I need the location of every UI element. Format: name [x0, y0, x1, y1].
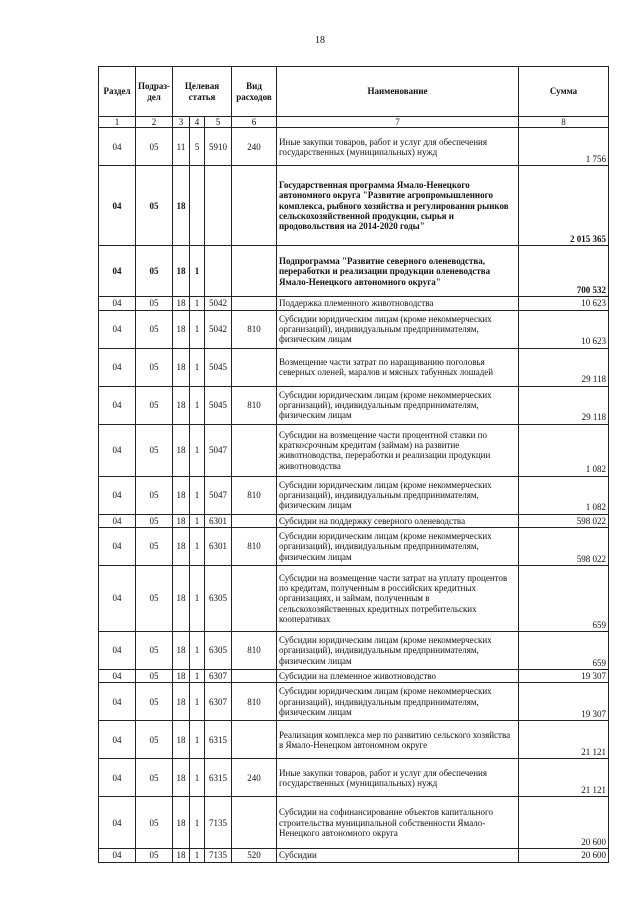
- vid-rashodov-cell: 810: [232, 528, 277, 566]
- razdel-cell: 04: [99, 759, 136, 797]
- razdel-cell: 04: [99, 348, 136, 386]
- celevaya-2-cell: [190, 166, 205, 246]
- razdel-cell: 04: [99, 566, 136, 632]
- celevaya-1-cell: 18: [173, 514, 190, 527]
- podrazdel-cell: 05: [136, 528, 173, 566]
- podrazdel-cell: 05: [136, 514, 173, 527]
- table-row: [99, 632, 609, 670]
- vid-rashodov-cell: [232, 670, 277, 683]
- celevaya-2-cell: 1: [190, 528, 205, 566]
- header-celevaya-statya: Целевая статья: [173, 67, 232, 117]
- celevaya-1-cell: 11: [173, 128, 190, 166]
- razdel-cell: 04: [99, 528, 136, 566]
- summa-cell: 659: [519, 566, 609, 632]
- vid-rashodov-cell: [232, 297, 277, 310]
- column-number-3: 3: [173, 117, 190, 128]
- celevaya-2-cell: 1: [190, 386, 205, 424]
- podrazdel-cell: 05: [136, 166, 173, 246]
- celevaya-2-cell: 1: [190, 476, 205, 514]
- summa-cell: 29 118: [519, 386, 609, 424]
- budget-table: [98, 66, 609, 863]
- summa-cell: 21 121: [519, 759, 609, 797]
- naimenovanie-cell: Субсидии: [277, 849, 519, 862]
- celevaya-1-cell: 18: [173, 310, 190, 348]
- table-row: [99, 670, 609, 683]
- summa-cell: 700 532: [519, 246, 609, 297]
- table-row: [99, 386, 609, 424]
- summa-cell: 598 022: [519, 514, 609, 527]
- naimenovanie-cell: Иные закупки товаров, работ и услуг для обеспечения государственных (муниципальных) нужд: [277, 759, 519, 797]
- summa-cell: 1 082: [519, 424, 609, 476]
- naimenovanie-cell: Иные закупки товаров, работ и услуг для обеспечения государственных (муниципальных) нужд: [277, 128, 519, 166]
- celevaya-1-cell: 18: [173, 528, 190, 566]
- celevaya-2-cell: 1: [190, 297, 205, 310]
- table-row: [99, 424, 609, 476]
- vid-rashodov-cell: [232, 566, 277, 632]
- celevaya-1-cell: 18: [173, 246, 190, 297]
- celevaya-3-cell: 6301: [205, 514, 232, 527]
- celevaya-1-cell: 18: [173, 797, 190, 849]
- podrazdel-cell: 05: [136, 348, 173, 386]
- table-row: [99, 797, 609, 849]
- podrazdel-cell: 05: [136, 797, 173, 849]
- table-row: [99, 166, 609, 246]
- celevaya-1-cell: 18: [173, 721, 190, 759]
- table-row: [99, 759, 609, 797]
- razdel-cell: 04: [99, 166, 136, 246]
- podrazdel-cell: 05: [136, 721, 173, 759]
- table-row: [99, 348, 609, 386]
- celevaya-1-cell: 18: [173, 566, 190, 632]
- celevaya-1-cell: 18: [173, 670, 190, 683]
- vid-rashodov-cell: [232, 246, 277, 297]
- summa-cell: 20 600: [519, 797, 609, 849]
- naimenovanie-cell: Субсидии юридическим лицам (кроме некоммерческих организаций), индивидуальным предпринимателям, физическим лицам: [277, 528, 519, 566]
- podrazdel-cell: 05: [136, 759, 173, 797]
- celevaya-2-cell: 1: [190, 348, 205, 386]
- celevaya-2-cell: 1: [190, 849, 205, 862]
- celevaya-2-cell: 1: [190, 566, 205, 632]
- celevaya-3-cell: 5045: [205, 386, 232, 424]
- table-row: [99, 528, 609, 566]
- naimenovanie-cell: Субсидии юридическим лицам (кроме некоммерческих организаций), индивидуальным предпринимателям, физическим лицам: [277, 476, 519, 514]
- summa-cell: 19 307: [519, 670, 609, 683]
- summa-cell: 659: [519, 632, 609, 670]
- summa-cell: 20 600: [519, 849, 609, 862]
- celevaya-3-cell: [205, 166, 232, 246]
- razdel-cell: 04: [99, 297, 136, 310]
- column-number-5: 5: [205, 117, 232, 128]
- celevaya-3-cell: 5042: [205, 297, 232, 310]
- razdel-cell: 04: [99, 797, 136, 849]
- celevaya-1-cell: 18: [173, 386, 190, 424]
- celevaya-3-cell: 5047: [205, 476, 232, 514]
- table-row: [99, 246, 609, 297]
- summa-cell: 21 121: [519, 721, 609, 759]
- celevaya-2-cell: 1: [190, 670, 205, 683]
- header-vid-rashodov: Вид расходов: [232, 67, 277, 117]
- vid-rashodov-cell: 810: [232, 683, 277, 721]
- razdel-cell: 04: [99, 849, 136, 862]
- naimenovanie-cell: Субсидии юридическим лицам (кроме некоммерческих организаций), индивидуальным предпринимателям, физическим лицам: [277, 683, 519, 721]
- celevaya-3-cell: 6305: [205, 566, 232, 632]
- razdel-cell: 04: [99, 246, 136, 297]
- naimenovanie-cell: Субсидии юридическим лицам (кроме некоммерческих организаций), индивидуальным предпринимателям, физическим лицам: [277, 386, 519, 424]
- naimenovanie-cell: Возмещение части затрат по наращиванию поголовья северных оленей, маралов и мясных табунных лошадей: [277, 348, 519, 386]
- celevaya-3-cell: [205, 246, 232, 297]
- razdel-cell: 04: [99, 683, 136, 721]
- celevaya-3-cell: 6305: [205, 632, 232, 670]
- celevaya-3-cell: 5045: [205, 348, 232, 386]
- celevaya-2-cell: 1: [190, 759, 205, 797]
- podrazdel-cell: 05: [136, 476, 173, 514]
- celevaya-2-cell: 1: [190, 246, 205, 297]
- celevaya-2-cell: 1: [190, 424, 205, 476]
- vid-rashodov-cell: [232, 514, 277, 527]
- podrazdel-cell: 05: [136, 246, 173, 297]
- razdel-cell: 04: [99, 128, 136, 166]
- celevaya-2-cell: 1: [190, 514, 205, 527]
- celevaya-2-cell: 1: [190, 797, 205, 849]
- table-row: [99, 476, 609, 514]
- column-number-1: 1: [99, 117, 136, 128]
- celevaya-3-cell: 6307: [205, 670, 232, 683]
- naimenovanie-cell: Субсидии на возмещение части процентной ставки по краткосрочным кредитам (займам) на развитие животноводства, переработки и реализации продукции животноводства: [277, 424, 519, 476]
- summa-cell: 2 015 365: [519, 166, 609, 246]
- celevaya-1-cell: 18: [173, 759, 190, 797]
- vid-rashodov-cell: 240: [232, 128, 277, 166]
- celevaya-1-cell: 18: [173, 683, 190, 721]
- razdel-cell: 04: [99, 424, 136, 476]
- vid-rashodov-cell: 810: [232, 386, 277, 424]
- column-number-8: 8: [519, 117, 609, 128]
- razdel-cell: 04: [99, 514, 136, 527]
- column-number-row: [99, 117, 609, 128]
- vid-rashodov-cell: 810: [232, 476, 277, 514]
- page-number: 18: [315, 35, 325, 46]
- table-row: [99, 128, 609, 166]
- summa-cell: 10 623: [519, 297, 609, 310]
- celevaya-3-cell: 5910: [205, 128, 232, 166]
- table-row: [99, 683, 609, 721]
- celevaya-1-cell: 18: [173, 348, 190, 386]
- header-summa: Сумма: [519, 67, 609, 117]
- razdel-cell: 04: [99, 632, 136, 670]
- celevaya-1-cell: 18: [173, 424, 190, 476]
- table-body: [99, 128, 609, 862]
- celevaya-1-cell: 18: [173, 476, 190, 514]
- vid-rashodov-cell: [232, 797, 277, 849]
- header-row: [99, 67, 609, 117]
- table-row: [99, 310, 609, 348]
- celevaya-3-cell: 5042: [205, 310, 232, 348]
- celevaya-2-cell: 5: [190, 128, 205, 166]
- vid-rashodov-cell: [232, 166, 277, 246]
- celevaya-1-cell: 18: [173, 166, 190, 246]
- celevaya-2-cell: 1: [190, 310, 205, 348]
- column-number-2: 2: [136, 117, 173, 128]
- summa-cell: 29 118: [519, 348, 609, 386]
- celevaya-1-cell: 18: [173, 632, 190, 670]
- table-row: [99, 297, 609, 310]
- naimenovanie-cell: Субсидии на софинансирование объектов капитального строительства муниципальной собственности Ямало-Ненецкого автономного округа: [277, 797, 519, 849]
- vid-rashodov-cell: 520: [232, 849, 277, 862]
- vid-rashodov-cell: 810: [232, 310, 277, 348]
- summa-cell: 1 756: [519, 128, 609, 166]
- summa-cell: 598 022: [519, 528, 609, 566]
- celevaya-3-cell: 7135: [205, 849, 232, 862]
- summa-cell: 1 082: [519, 476, 609, 514]
- vid-rashodov-cell: 240: [232, 759, 277, 797]
- celevaya-2-cell: 1: [190, 721, 205, 759]
- celevaya-3-cell: 7135: [205, 797, 232, 849]
- column-number-6: 6: [232, 117, 277, 128]
- razdel-cell: 04: [99, 476, 136, 514]
- podrazdel-cell: 05: [136, 386, 173, 424]
- vid-rashodov-cell: [232, 348, 277, 386]
- naimenovanie-cell: Субсидии юридическим лицам (кроме некоммерческих организаций), индивидуальным предпринимателям, физическим лицам: [277, 310, 519, 348]
- header-naimenovanie: Наименование: [277, 67, 519, 117]
- celevaya-3-cell: 6301: [205, 528, 232, 566]
- podrazdel-cell: 05: [136, 670, 173, 683]
- celevaya-3-cell: 6307: [205, 683, 232, 721]
- podrazdel-cell: 05: [136, 632, 173, 670]
- summa-cell: 10 623: [519, 310, 609, 348]
- naimenovanie-cell: Субсидии на поддержку северного оленеводства: [277, 514, 519, 527]
- table-row: [99, 721, 609, 759]
- header-razdel: Раздел: [99, 67, 136, 117]
- naimenovanie-cell: Поддержка племенного животноводства: [277, 297, 519, 310]
- table-row: [99, 566, 609, 632]
- razdel-cell: 04: [99, 386, 136, 424]
- celevaya-1-cell: 18: [173, 297, 190, 310]
- podrazdel-cell: 05: [136, 310, 173, 348]
- naimenovanie-cell: Государственная программа Ямало-Ненецкого автономного округа "Развитие агропромышленного комплекса, рыбного хозяйства и регулирования рынков сельскохозяйственной продукции, сырья и продовольствия на 2014-2020 годы": [277, 166, 519, 246]
- razdel-cell: 04: [99, 310, 136, 348]
- summa-cell: 19 307: [519, 683, 609, 721]
- column-number-7: 7: [277, 117, 519, 128]
- podrazdel-cell: 05: [136, 683, 173, 721]
- celevaya-3-cell: 6315: [205, 759, 232, 797]
- celevaya-2-cell: 1: [190, 632, 205, 670]
- celevaya-3-cell: 5047: [205, 424, 232, 476]
- header-podrazdel: Подраз- дел: [136, 67, 173, 117]
- razdel-cell: 04: [99, 670, 136, 683]
- podrazdel-cell: 05: [136, 128, 173, 166]
- celevaya-1-cell: 18: [173, 849, 190, 862]
- podrazdel-cell: 05: [136, 566, 173, 632]
- naimenovanie-cell: Реализация комплекса мер по развитию сельского хозяйства в Ямало-Ненецком автономном округе: [277, 721, 519, 759]
- naimenovanie-cell: Субсидии на возмещение части затрат на уплату процентов по кредитам, полученным в российских кредитных организациях, и займам, полученным в сельскохозяйственных кредитных потребительских кооперативах: [277, 566, 519, 632]
- razdel-cell: 04: [99, 721, 136, 759]
- celevaya-3-cell: 6315: [205, 721, 232, 759]
- celevaya-2-cell: 1: [190, 683, 205, 721]
- naimenovanie-cell: Подпрограмма "Развитие северного оленеводства, переработки и реализации продукции оленеводства Ямало-Ненецкого автономного округа": [277, 246, 519, 297]
- naimenovanie-cell: Субсидии юридическим лицам (кроме некоммерческих организаций), индивидуальным предпринимателям, физическим лицам: [277, 632, 519, 670]
- podrazdel-cell: 05: [136, 849, 173, 862]
- podrazdel-cell: 05: [136, 297, 173, 310]
- vid-rashodov-cell: [232, 424, 277, 476]
- naimenovanie-cell: Субсидии на племенное животноводство: [277, 670, 519, 683]
- vid-rashodov-cell: [232, 721, 277, 759]
- column-number-4: 4: [190, 117, 205, 128]
- podrazdel-cell: 05: [136, 424, 173, 476]
- vid-rashodov-cell: 810: [232, 632, 277, 670]
- table-row: [99, 849, 609, 862]
- table-row: [99, 514, 609, 527]
